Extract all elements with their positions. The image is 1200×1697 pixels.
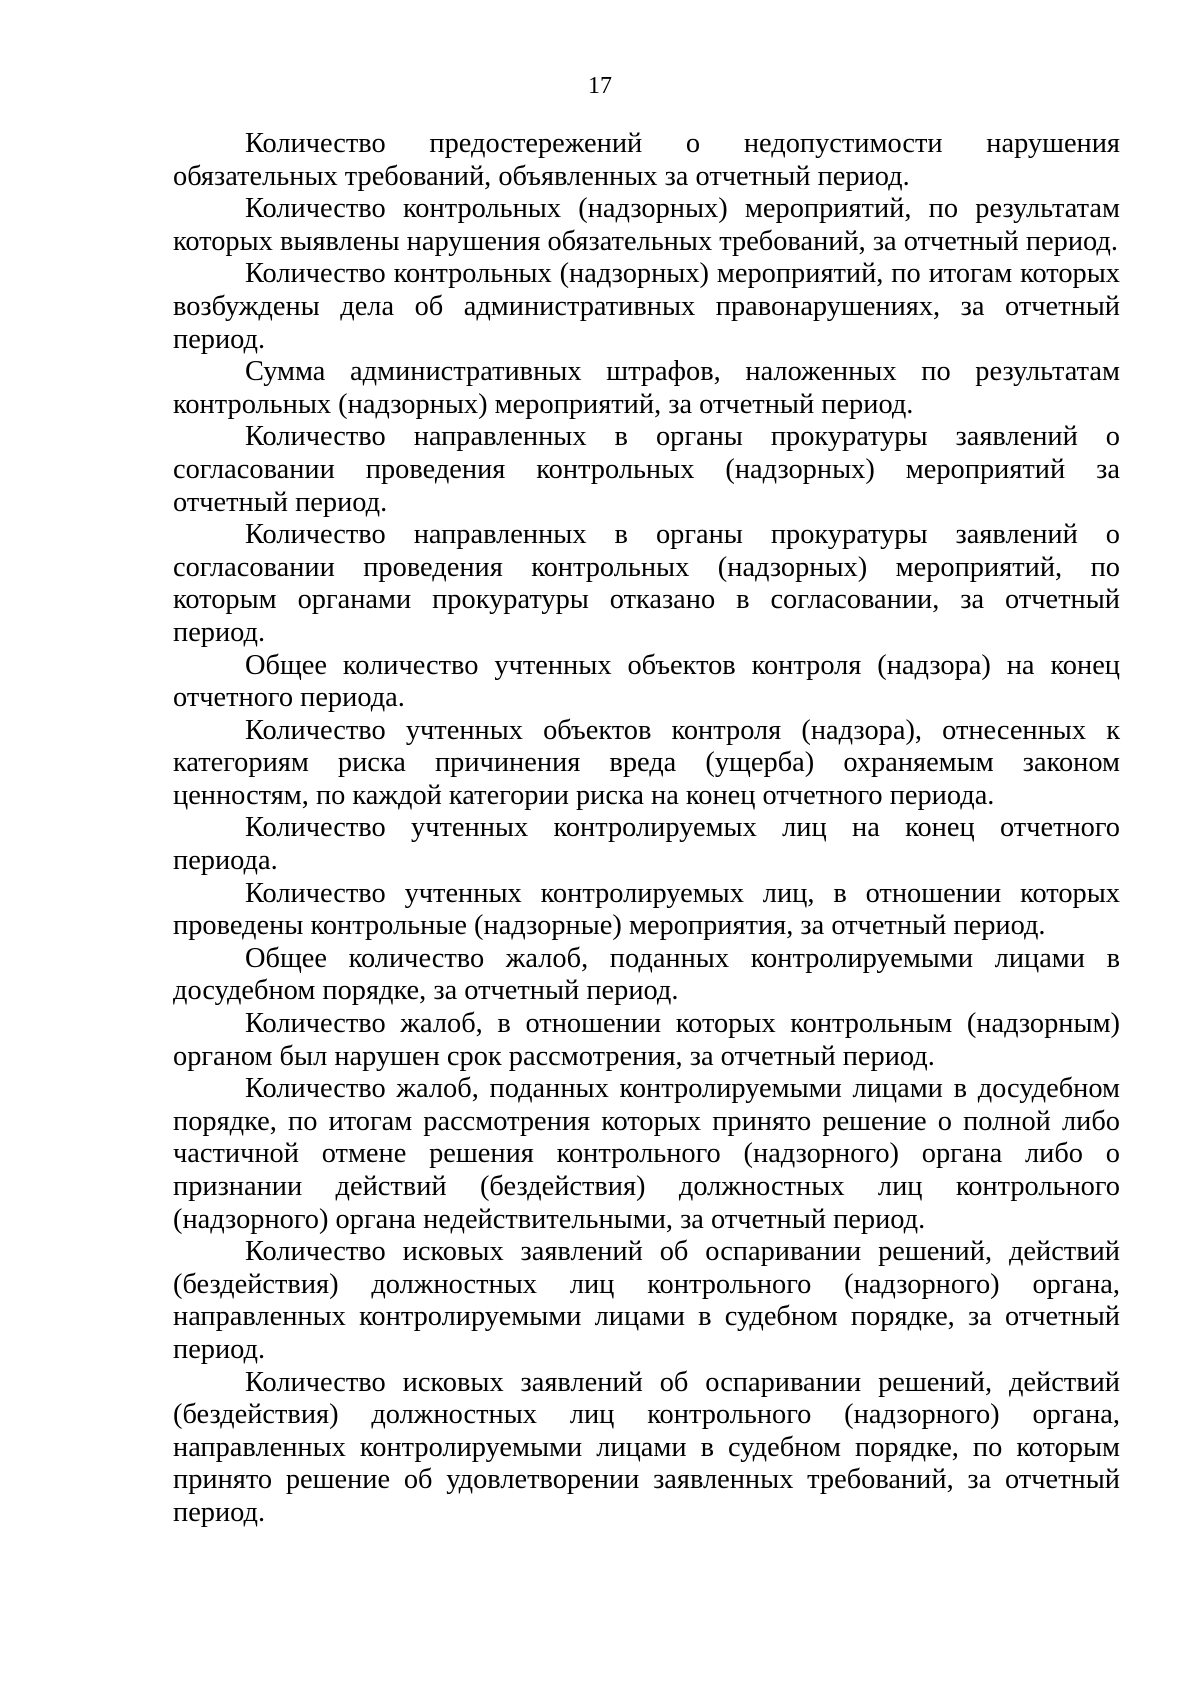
paragraph: Общее количество учтенных объектов контроля (надзора) на конец отчетного периода. xyxy=(173,649,1120,714)
paragraph: Количество жалоб, поданных контролируемыми лицами в досудебном порядке, по итогам рассмотрения которых принято решение о полной либо частичной отмене решения контрольного (надзорного) органа либо о признании действий (бездействия) должностных лиц контрольного (надзорного) органа недействительными, за отчетный период. xyxy=(173,1073,1120,1235)
paragraph: Количество жалоб, в отношении которых контрольным (надзорным) органом был нарушен срок рассмотрения, за отчетный период. xyxy=(173,1008,1120,1072)
paragraph: Количество учтенных контролируемых лиц на конец отчетного периода. xyxy=(173,812,1120,877)
paragraph: Количество исковых заявлений об оспаривании решений, действий (бездействия) должностных лиц контрольного (надзорного) органа, направленных контролируемыми лицами в судебном порядке, за отчетный период. xyxy=(173,1236,1120,1365)
paragraph: Количество исковых заявлений об оспаривании решений, действий (бездействия) должностных лиц контрольного (надзорного) органа, направленных контролируемыми лицами в судебном порядке, по которым принято решение об удовлетворении заявленных требований, за отчетный период. xyxy=(173,1366,1120,1528)
paragraph: Количество контрольных (надзорных) мероприятий, по результатам которых выявлены нарушения обязательных требований, за отчетный период. xyxy=(173,193,1120,257)
paragraph: Количество контрольных (надзорных) мероприятий, по итогам которых возбуждены дела об административных правонарушениях, за отчетный период. xyxy=(173,258,1120,355)
page-number: 17 xyxy=(588,73,612,99)
paragraph: Общее количество жалоб, поданных контролируемыми лицами в досудебном порядке, за отчетный период. xyxy=(173,942,1120,1007)
paragraph: Количество направленных в органы прокуратуры заявлений о согласовании проведения контрольных (надзорных) мероприятий, по которым органами прокуратуры отказано в согласовании, за отчетный период. xyxy=(173,519,1120,648)
document-body xyxy=(173,128,1120,1530)
paragraph: Количество учтенных объектов контроля (надзора), отнесенных к категориям риска причинения вреда (ущерба) охраняемым законом ценностям, по каждой категории риска на конец отчетного периода. xyxy=(173,714,1120,811)
paragraph: Количество учтенных контролируемых лиц, в отношении которых проведены контрольные (надзорные) мероприятия, за отчетный период. xyxy=(173,877,1120,942)
paragraph: Количество предостережений о недопустимости нарушения обязательных требований, объявленных за отчетный период. xyxy=(173,128,1120,192)
paragraph: Количество направленных в органы прокуратуры заявлений о согласовании проведения контрольных (надзорных) мероприятий за отчетный период. xyxy=(173,421,1120,518)
paragraph: Сумма административных штрафов, наложенных по результатам контрольных (надзорных) мероприятий, за отчетный период. xyxy=(173,356,1120,420)
